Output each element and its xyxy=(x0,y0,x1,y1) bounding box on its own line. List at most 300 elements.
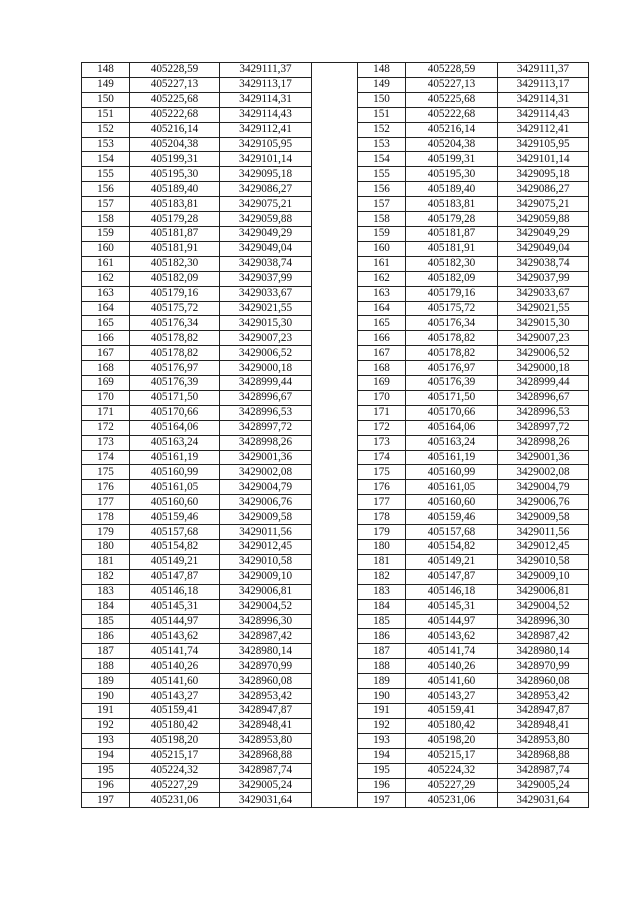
right-point-number-cell: 168 xyxy=(358,361,406,376)
left-y-coordinate-cell: 3428996,53 xyxy=(220,405,312,420)
left-point-number-cell: 162 xyxy=(82,271,130,286)
left-x-coordinate-cell: 405181,91 xyxy=(130,241,220,256)
left-y-coordinate-cell: 3429075,21 xyxy=(220,197,312,212)
table-row xyxy=(82,152,589,167)
right-point-number-cell: 179 xyxy=(358,525,406,540)
left-x-coordinate-cell: 405231,06 xyxy=(130,793,220,808)
column-gap xyxy=(312,584,358,599)
table-row xyxy=(82,718,589,733)
right-point-number-cell: 163 xyxy=(358,286,406,301)
left-point-number-cell: 152 xyxy=(82,122,130,137)
column-gap xyxy=(312,629,358,644)
table-row xyxy=(82,540,589,555)
right-point-number-cell: 151 xyxy=(358,107,406,122)
right-x-coordinate-cell: 405146,18 xyxy=(406,584,498,599)
table-row xyxy=(82,241,589,256)
column-gap xyxy=(312,107,358,122)
right-y-coordinate-cell: 3429002,08 xyxy=(498,465,589,480)
left-point-number-cell: 151 xyxy=(82,107,130,122)
column-gap xyxy=(312,286,358,301)
coordinates-table xyxy=(81,62,589,808)
right-y-coordinate-cell: 3429112,41 xyxy=(498,122,589,137)
column-gap xyxy=(312,510,358,525)
table-row xyxy=(82,361,589,376)
right-x-coordinate-cell: 405228,59 xyxy=(406,63,498,78)
left-y-coordinate-cell: 3429009,58 xyxy=(220,510,312,525)
left-x-coordinate-cell: 405144,97 xyxy=(130,614,220,629)
left-point-number-cell: 174 xyxy=(82,450,130,465)
left-point-number-cell: 168 xyxy=(82,361,130,376)
right-point-number-cell: 149 xyxy=(358,77,406,92)
left-y-coordinate-cell: 3429007,23 xyxy=(220,331,312,346)
column-gap xyxy=(312,361,358,376)
right-x-coordinate-cell: 405170,66 xyxy=(406,405,498,420)
table-row xyxy=(82,465,589,480)
left-x-coordinate-cell: 405147,87 xyxy=(130,569,220,584)
table-row xyxy=(82,286,589,301)
column-gap xyxy=(312,540,358,555)
right-point-number-cell: 177 xyxy=(358,495,406,510)
right-point-number-cell: 157 xyxy=(358,197,406,212)
table-row xyxy=(82,376,589,391)
left-x-coordinate-cell: 405161,05 xyxy=(130,480,220,495)
left-x-coordinate-cell: 405157,68 xyxy=(130,525,220,540)
left-x-coordinate-cell: 405227,13 xyxy=(130,77,220,92)
right-y-coordinate-cell: 3429004,79 xyxy=(498,480,589,495)
left-point-number-cell: 165 xyxy=(82,316,130,331)
left-x-coordinate-cell: 405183,81 xyxy=(130,197,220,212)
left-y-coordinate-cell: 3428953,42 xyxy=(220,689,312,704)
table-row xyxy=(82,122,589,137)
left-x-coordinate-cell: 405170,66 xyxy=(130,405,220,420)
left-x-coordinate-cell: 405198,20 xyxy=(130,733,220,748)
left-y-coordinate-cell: 3428997,72 xyxy=(220,420,312,435)
right-x-coordinate-cell: 405204,38 xyxy=(406,137,498,152)
left-x-coordinate-cell: 405171,50 xyxy=(130,390,220,405)
right-point-number-cell: 170 xyxy=(358,390,406,405)
left-y-coordinate-cell: 3429004,79 xyxy=(220,480,312,495)
left-y-coordinate-cell: 3429009,10 xyxy=(220,569,312,584)
right-x-coordinate-cell: 405199,31 xyxy=(406,152,498,167)
right-y-coordinate-cell: 3429075,21 xyxy=(498,197,589,212)
right-x-coordinate-cell: 405159,41 xyxy=(406,703,498,718)
column-gap xyxy=(312,659,358,674)
right-x-coordinate-cell: 405157,68 xyxy=(406,525,498,540)
right-x-coordinate-cell: 405178,82 xyxy=(406,346,498,361)
left-point-number-cell: 181 xyxy=(82,554,130,569)
right-y-coordinate-cell: 3429009,58 xyxy=(498,510,589,525)
table-row xyxy=(82,644,589,659)
right-x-coordinate-cell: 405180,42 xyxy=(406,718,498,733)
right-point-number-cell: 176 xyxy=(358,480,406,495)
column-gap xyxy=(312,465,358,480)
left-point-number-cell: 163 xyxy=(82,286,130,301)
right-point-number-cell: 180 xyxy=(358,540,406,555)
left-x-coordinate-cell: 405181,87 xyxy=(130,226,220,241)
right-point-number-cell: 159 xyxy=(358,226,406,241)
table-row xyxy=(82,584,589,599)
table-row xyxy=(82,301,589,316)
left-point-number-cell: 186 xyxy=(82,629,130,644)
right-x-coordinate-cell: 405178,82 xyxy=(406,331,498,346)
left-y-coordinate-cell: 3429000,18 xyxy=(220,361,312,376)
left-y-coordinate-cell: 3429049,04 xyxy=(220,241,312,256)
column-gap xyxy=(312,450,358,465)
left-y-coordinate-cell: 3429001,36 xyxy=(220,450,312,465)
column-gap xyxy=(312,689,358,704)
left-point-number-cell: 177 xyxy=(82,495,130,510)
right-x-coordinate-cell: 405189,40 xyxy=(406,182,498,197)
left-point-number-cell: 173 xyxy=(82,435,130,450)
table-row xyxy=(82,316,589,331)
left-point-number-cell: 166 xyxy=(82,331,130,346)
right-y-coordinate-cell: 3429113,17 xyxy=(498,77,589,92)
column-gap xyxy=(312,703,358,718)
left-x-coordinate-cell: 405143,62 xyxy=(130,629,220,644)
right-y-coordinate-cell: 3428987,74 xyxy=(498,763,589,778)
left-x-coordinate-cell: 405160,99 xyxy=(130,465,220,480)
table-row xyxy=(82,182,589,197)
right-x-coordinate-cell: 405231,06 xyxy=(406,793,498,808)
right-y-coordinate-cell: 3429006,76 xyxy=(498,495,589,510)
right-x-coordinate-cell: 405175,72 xyxy=(406,301,498,316)
left-x-coordinate-cell: 405175,72 xyxy=(130,301,220,316)
right-y-coordinate-cell: 3429001,36 xyxy=(498,450,589,465)
right-y-coordinate-cell: 3429105,95 xyxy=(498,137,589,152)
right-point-number-cell: 150 xyxy=(358,92,406,107)
column-gap xyxy=(312,92,358,107)
right-x-coordinate-cell: 405176,97 xyxy=(406,361,498,376)
right-point-number-cell: 175 xyxy=(358,465,406,480)
column-gap xyxy=(312,674,358,689)
left-x-coordinate-cell: 405199,31 xyxy=(130,152,220,167)
right-point-number-cell: 166 xyxy=(358,331,406,346)
left-point-number-cell: 190 xyxy=(82,689,130,704)
table-row xyxy=(82,226,589,241)
right-x-coordinate-cell: 405144,97 xyxy=(406,614,498,629)
left-point-number-cell: 182 xyxy=(82,569,130,584)
left-point-number-cell: 191 xyxy=(82,703,130,718)
left-y-coordinate-cell: 3428970,99 xyxy=(220,659,312,674)
right-y-coordinate-cell: 3429111,37 xyxy=(498,63,589,78)
left-x-coordinate-cell: 405176,97 xyxy=(130,361,220,376)
left-point-number-cell: 148 xyxy=(82,63,130,78)
right-point-number-cell: 171 xyxy=(358,405,406,420)
column-gap xyxy=(312,420,358,435)
right-y-coordinate-cell: 3428953,80 xyxy=(498,733,589,748)
right-x-coordinate-cell: 405164,06 xyxy=(406,420,498,435)
right-point-number-cell: 193 xyxy=(358,733,406,748)
right-point-number-cell: 148 xyxy=(358,63,406,78)
right-x-coordinate-cell: 405145,31 xyxy=(406,599,498,614)
left-point-number-cell: 196 xyxy=(82,778,130,793)
left-x-coordinate-cell: 405141,60 xyxy=(130,674,220,689)
right-y-coordinate-cell: 3429033,67 xyxy=(498,286,589,301)
table-row xyxy=(82,614,589,629)
right-x-coordinate-cell: 405141,74 xyxy=(406,644,498,659)
table-row xyxy=(82,77,589,92)
right-x-coordinate-cell: 405179,16 xyxy=(406,286,498,301)
right-x-coordinate-cell: 405154,82 xyxy=(406,540,498,555)
right-x-coordinate-cell: 405147,87 xyxy=(406,569,498,584)
column-gap xyxy=(312,316,358,331)
table-row xyxy=(82,689,589,704)
left-point-number-cell: 164 xyxy=(82,301,130,316)
left-y-coordinate-cell: 3429037,99 xyxy=(220,271,312,286)
column-gap xyxy=(312,435,358,450)
column-gap xyxy=(312,733,358,748)
right-point-number-cell: 195 xyxy=(358,763,406,778)
column-gap xyxy=(312,212,358,227)
left-y-coordinate-cell: 3428998,26 xyxy=(220,435,312,450)
table-row xyxy=(82,92,589,107)
table-row xyxy=(82,197,589,212)
right-y-coordinate-cell: 3428953,42 xyxy=(498,689,589,704)
left-y-coordinate-cell: 3429101,14 xyxy=(220,152,312,167)
left-y-coordinate-cell: 3428960,08 xyxy=(220,674,312,689)
right-x-coordinate-cell: 405143,62 xyxy=(406,629,498,644)
left-point-number-cell: 158 xyxy=(82,212,130,227)
right-x-coordinate-cell: 405161,19 xyxy=(406,450,498,465)
table-row xyxy=(82,212,589,227)
right-x-coordinate-cell: 405182,09 xyxy=(406,271,498,286)
right-x-coordinate-cell: 405198,20 xyxy=(406,733,498,748)
left-point-number-cell: 170 xyxy=(82,390,130,405)
column-gap xyxy=(312,778,358,793)
column-gap xyxy=(312,569,358,584)
right-y-coordinate-cell: 3429038,74 xyxy=(498,256,589,271)
column-gap xyxy=(312,182,358,197)
table-row xyxy=(82,107,589,122)
right-x-coordinate-cell: 405141,60 xyxy=(406,674,498,689)
left-y-coordinate-cell: 3429114,43 xyxy=(220,107,312,122)
left-x-coordinate-cell: 405228,59 xyxy=(130,63,220,78)
left-y-coordinate-cell: 3428996,67 xyxy=(220,390,312,405)
right-point-number-cell: 152 xyxy=(358,122,406,137)
table-row xyxy=(82,733,589,748)
right-point-number-cell: 181 xyxy=(358,554,406,569)
left-y-coordinate-cell: 3428947,87 xyxy=(220,703,312,718)
right-y-coordinate-cell: 3429059,88 xyxy=(498,212,589,227)
right-point-number-cell: 158 xyxy=(358,212,406,227)
right-y-coordinate-cell: 3429010,58 xyxy=(498,554,589,569)
right-x-coordinate-cell: 405176,39 xyxy=(406,376,498,391)
table-row xyxy=(82,674,589,689)
right-x-coordinate-cell: 405140,26 xyxy=(406,659,498,674)
right-x-coordinate-cell: 405160,60 xyxy=(406,495,498,510)
left-x-coordinate-cell: 405224,32 xyxy=(130,763,220,778)
table-row xyxy=(82,331,589,346)
right-y-coordinate-cell: 3429114,43 xyxy=(498,107,589,122)
right-y-coordinate-cell: 3429095,18 xyxy=(498,167,589,182)
left-point-number-cell: 189 xyxy=(82,674,130,689)
right-point-number-cell: 162 xyxy=(358,271,406,286)
left-y-coordinate-cell: 3428987,74 xyxy=(220,763,312,778)
left-x-coordinate-cell: 405180,42 xyxy=(130,718,220,733)
left-y-coordinate-cell: 3428980,14 xyxy=(220,644,312,659)
left-x-coordinate-cell: 405145,31 xyxy=(130,599,220,614)
right-point-number-cell: 188 xyxy=(358,659,406,674)
column-gap xyxy=(312,226,358,241)
table-row xyxy=(82,435,589,450)
right-point-number-cell: 174 xyxy=(358,450,406,465)
table-row xyxy=(82,450,589,465)
left-y-coordinate-cell: 3428953,80 xyxy=(220,733,312,748)
left-x-coordinate-cell: 405161,19 xyxy=(130,450,220,465)
right-y-coordinate-cell: 3428948,41 xyxy=(498,718,589,733)
table-row xyxy=(82,405,589,420)
left-y-coordinate-cell: 3429004,52 xyxy=(220,599,312,614)
right-point-number-cell: 185 xyxy=(358,614,406,629)
left-x-coordinate-cell: 405164,06 xyxy=(130,420,220,435)
left-point-number-cell: 192 xyxy=(82,718,130,733)
left-y-coordinate-cell: 3429011,56 xyxy=(220,525,312,540)
right-y-coordinate-cell: 3429031,64 xyxy=(498,793,589,808)
right-point-number-cell: 161 xyxy=(358,256,406,271)
left-x-coordinate-cell: 405149,21 xyxy=(130,554,220,569)
left-x-coordinate-cell: 405204,38 xyxy=(130,137,220,152)
left-point-number-cell: 175 xyxy=(82,465,130,480)
left-point-number-cell: 188 xyxy=(82,659,130,674)
left-point-number-cell: 154 xyxy=(82,152,130,167)
right-y-coordinate-cell: 3428996,53 xyxy=(498,405,589,420)
column-gap xyxy=(312,167,358,182)
left-point-number-cell: 156 xyxy=(82,182,130,197)
right-point-number-cell: 156 xyxy=(358,182,406,197)
left-point-number-cell: 180 xyxy=(82,540,130,555)
left-point-number-cell: 169 xyxy=(82,376,130,391)
column-gap xyxy=(312,152,358,167)
right-x-coordinate-cell: 405149,21 xyxy=(406,554,498,569)
right-y-coordinate-cell: 3429012,45 xyxy=(498,540,589,555)
right-x-coordinate-cell: 405182,30 xyxy=(406,256,498,271)
left-y-coordinate-cell: 3429111,37 xyxy=(220,63,312,78)
column-gap xyxy=(312,301,358,316)
column-gap xyxy=(312,644,358,659)
left-x-coordinate-cell: 405178,82 xyxy=(130,331,220,346)
column-gap xyxy=(312,122,358,137)
right-y-coordinate-cell: 3429006,81 xyxy=(498,584,589,599)
table-row xyxy=(82,510,589,525)
left-point-number-cell: 160 xyxy=(82,241,130,256)
left-x-coordinate-cell: 405160,60 xyxy=(130,495,220,510)
right-x-coordinate-cell: 405225,68 xyxy=(406,92,498,107)
left-x-coordinate-cell: 405216,14 xyxy=(130,122,220,137)
right-x-coordinate-cell: 405181,87 xyxy=(406,226,498,241)
left-y-coordinate-cell: 3428999,44 xyxy=(220,376,312,391)
column-gap xyxy=(312,614,358,629)
right-point-number-cell: 190 xyxy=(358,689,406,704)
right-y-coordinate-cell: 3429015,30 xyxy=(498,316,589,331)
right-point-number-cell: 186 xyxy=(358,629,406,644)
left-point-number-cell: 159 xyxy=(82,226,130,241)
left-y-coordinate-cell: 3429038,74 xyxy=(220,256,312,271)
table-row xyxy=(82,554,589,569)
left-y-coordinate-cell: 3429006,81 xyxy=(220,584,312,599)
right-y-coordinate-cell: 3428968,88 xyxy=(498,748,589,763)
right-x-coordinate-cell: 405224,32 xyxy=(406,763,498,778)
table-row xyxy=(82,256,589,271)
right-x-coordinate-cell: 405216,14 xyxy=(406,122,498,137)
column-gap xyxy=(312,405,358,420)
left-y-coordinate-cell: 3428968,88 xyxy=(220,748,312,763)
left-y-coordinate-cell: 3428996,30 xyxy=(220,614,312,629)
right-y-coordinate-cell: 3428999,44 xyxy=(498,376,589,391)
left-y-coordinate-cell: 3429086,27 xyxy=(220,182,312,197)
column-gap xyxy=(312,495,358,510)
table-row xyxy=(82,495,589,510)
right-x-coordinate-cell: 405215,17 xyxy=(406,748,498,763)
right-x-coordinate-cell: 405227,29 xyxy=(406,778,498,793)
table-row xyxy=(82,390,589,405)
right-point-number-cell: 197 xyxy=(358,793,406,808)
left-point-number-cell: 187 xyxy=(82,644,130,659)
right-y-coordinate-cell: 3428996,67 xyxy=(498,390,589,405)
right-y-coordinate-cell: 3429000,18 xyxy=(498,361,589,376)
left-x-coordinate-cell: 405176,39 xyxy=(130,376,220,391)
left-y-coordinate-cell: 3429059,88 xyxy=(220,212,312,227)
left-point-number-cell: 193 xyxy=(82,733,130,748)
right-point-number-cell: 182 xyxy=(358,569,406,584)
column-gap xyxy=(312,241,358,256)
left-y-coordinate-cell: 3429015,30 xyxy=(220,316,312,331)
left-x-coordinate-cell: 405159,46 xyxy=(130,510,220,525)
left-x-coordinate-cell: 405140,26 xyxy=(130,659,220,674)
right-y-coordinate-cell: 3429049,29 xyxy=(498,226,589,241)
table-row xyxy=(82,599,589,614)
table-row xyxy=(82,420,589,435)
left-point-number-cell: 184 xyxy=(82,599,130,614)
right-x-coordinate-cell: 405227,13 xyxy=(406,77,498,92)
table-row xyxy=(82,748,589,763)
right-x-coordinate-cell: 405171,50 xyxy=(406,390,498,405)
left-y-coordinate-cell: 3429105,95 xyxy=(220,137,312,152)
right-point-number-cell: 191 xyxy=(358,703,406,718)
right-y-coordinate-cell: 3429009,10 xyxy=(498,569,589,584)
left-y-coordinate-cell: 3429006,76 xyxy=(220,495,312,510)
column-gap xyxy=(312,390,358,405)
left-point-number-cell: 167 xyxy=(82,346,130,361)
table-row xyxy=(82,659,589,674)
left-y-coordinate-cell: 3429114,31 xyxy=(220,92,312,107)
left-point-number-cell: 179 xyxy=(82,525,130,540)
right-point-number-cell: 192 xyxy=(358,718,406,733)
table-row xyxy=(82,346,589,361)
left-x-coordinate-cell: 405176,34 xyxy=(130,316,220,331)
column-gap xyxy=(312,793,358,808)
left-x-coordinate-cell: 405227,29 xyxy=(130,778,220,793)
left-y-coordinate-cell: 3429113,17 xyxy=(220,77,312,92)
right-y-coordinate-cell: 3428960,08 xyxy=(498,674,589,689)
right-x-coordinate-cell: 405183,81 xyxy=(406,197,498,212)
right-point-number-cell: 153 xyxy=(358,137,406,152)
right-point-number-cell: 167 xyxy=(358,346,406,361)
right-point-number-cell: 173 xyxy=(358,435,406,450)
column-gap xyxy=(312,256,358,271)
left-point-number-cell: 161 xyxy=(82,256,130,271)
table-row xyxy=(82,703,589,718)
right-point-number-cell: 183 xyxy=(358,584,406,599)
right-y-coordinate-cell: 3428987,42 xyxy=(498,629,589,644)
table-row xyxy=(82,63,589,78)
table-row xyxy=(82,793,589,808)
right-point-number-cell: 184 xyxy=(358,599,406,614)
right-y-coordinate-cell: 3429011,56 xyxy=(498,525,589,540)
left-y-coordinate-cell: 3429002,08 xyxy=(220,465,312,480)
left-point-number-cell: 194 xyxy=(82,748,130,763)
left-y-coordinate-cell: 3428948,41 xyxy=(220,718,312,733)
right-y-coordinate-cell: 3429021,55 xyxy=(498,301,589,316)
